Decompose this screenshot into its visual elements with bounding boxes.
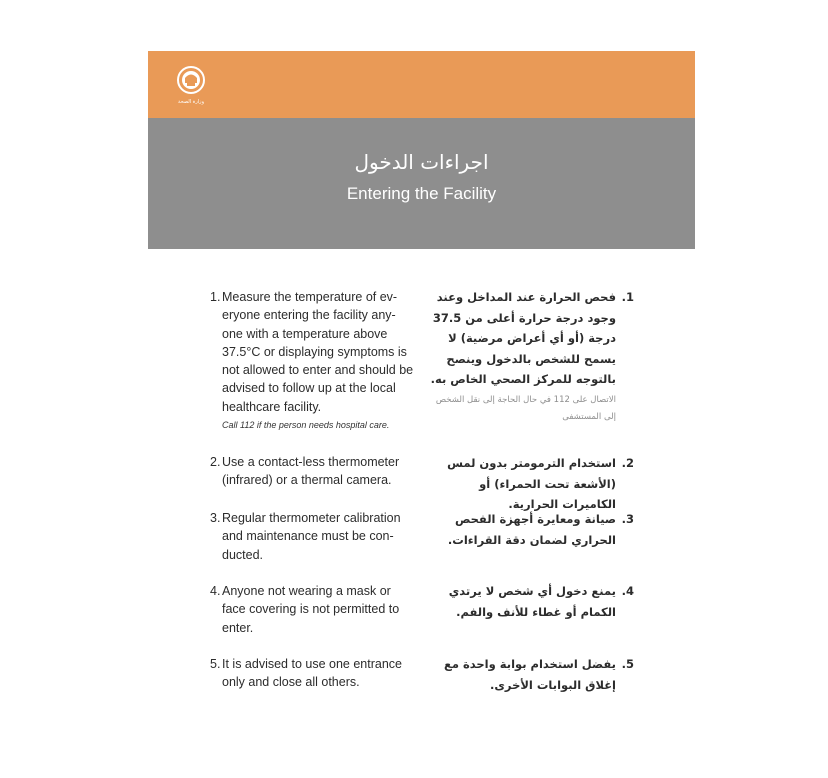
item-number: 2. — [210, 455, 221, 469]
item-number: 1. — [210, 290, 221, 304]
item-number: 3. — [210, 511, 221, 525]
list-item-en-5 — [210, 655, 415, 692]
list-item-en-1 — [210, 288, 415, 431]
title-band — [148, 118, 695, 249]
item-text-ar: صيانة ومعايرة أجهزة الفحص الحراري لضمان دقة القراءات. — [447, 512, 616, 547]
list-item-ar-3 — [428, 509, 634, 550]
list-item-en-2 — [210, 453, 415, 490]
item-number-ar: .4 — [621, 584, 634, 598]
item-number-ar: .2 — [621, 456, 634, 470]
list-item-ar-4 — [428, 581, 634, 622]
list-item-ar-5 — [428, 654, 634, 695]
item-text-ar: يمنع دخول أي شخص لا يرتدي الكمام أو غطاء للأنف والفم. — [448, 584, 616, 619]
list-item-ar-1 — [428, 287, 634, 426]
item-text: It is advised to use one entrance only and close all others. — [222, 657, 402, 690]
item-text-ar: يفضل استخدام بوابة واحدة مع إغلاق البوابات الأخرى. — [443, 657, 616, 692]
item-number: 5. — [210, 657, 221, 671]
item-text: Measure the temperature of ev-eryone entering the facility any-one with a temperature above 37.5°C or displaying symptoms is not allowed to enter and should be advised to follow up at the local healthcare facility. — [222, 290, 414, 414]
ministry-logo — [173, 63, 209, 109]
item-text: Anyone not wearing a mask or face covering is not permitted to enter. — [222, 584, 400, 635]
item-text: Use a contact-less thermometer (infrared) or a thermal camera. — [222, 455, 400, 488]
item-text-ar: استخدام الترمومتر بدون لمس (الأشعة تحت الحمراء) أو الكاميرات الحرارية. — [447, 456, 616, 511]
item-note-ar: الاتصال على 112 في حال الحاجة إلى نقل الشخص إلى المستشفى — [435, 394, 616, 422]
header-band — [148, 51, 695, 118]
item-number-ar: .5 — [621, 657, 634, 671]
item-number-ar: .3 — [621, 512, 634, 526]
list-item-ar-2 — [428, 453, 634, 515]
item-note: Call 112 if the person needs hospital care. — [222, 420, 390, 431]
list-item-en-3 — [210, 509, 415, 564]
page-title: Entering the Facility — [346, 184, 497, 203]
page-title-arabic: اجراءات الدخول — [354, 150, 489, 174]
item-number-ar: .1 — [621, 290, 634, 304]
item-number: 4. — [210, 584, 221, 598]
list-item-en-4 — [210, 582, 415, 637]
logo-caption: وزارة الصحة — [178, 99, 204, 105]
item-text: Regular thermometer calibration and maintenance must be con-ducted. — [222, 511, 401, 562]
item-text-ar: فحص الحرارة عند المداخل وعند وجود درجة حرارة أعلى من 37.5 درجة (أو أي أعراض مرضية) لا يسمح للشخص بالدخول وينصح بالتوجه للمركز الصحي الخاص به. — [430, 290, 616, 386]
